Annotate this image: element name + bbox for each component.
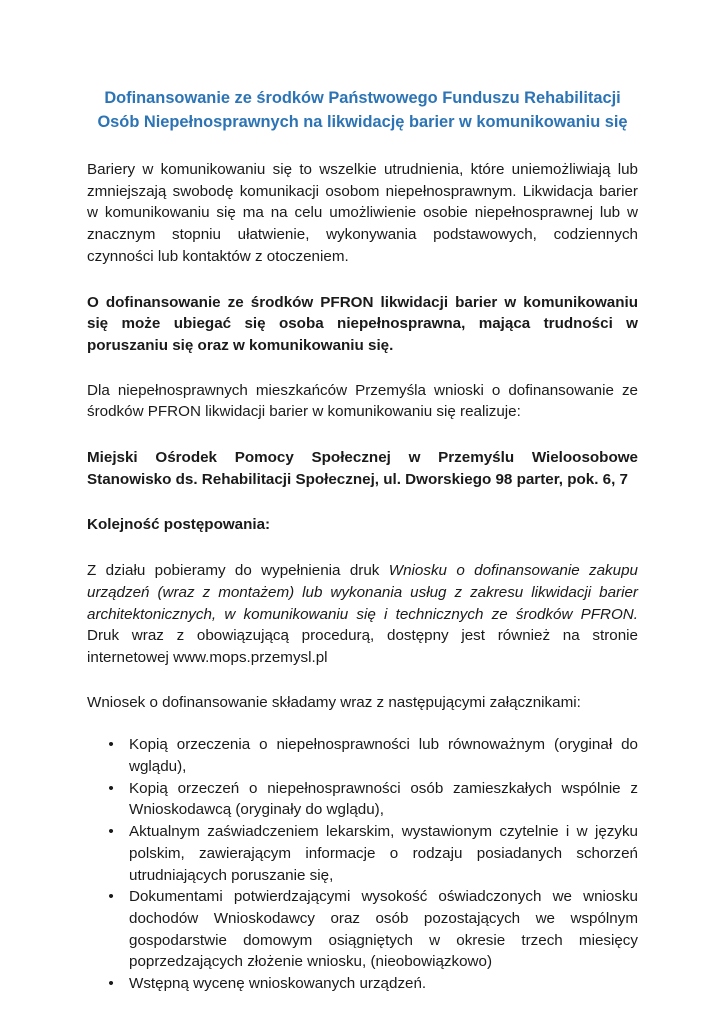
title-line-2: Osób Niepełnosprawnych na likwidację barier w komunikowaniu się	[97, 113, 628, 131]
bullet-icon: •	[108, 736, 114, 754]
application-form-title: Wniosku o dofinansowanie zakupu urządzeń (wraz z montażem) lub wykonania usług z zakresu likwidacji barier architektonicznych, w komunikowaniu się i technicznych ze środków PFRON.	[87, 562, 638, 623]
procedure-paragraph	[87, 560, 638, 669]
list-item	[87, 886, 638, 973]
list-item	[87, 821, 638, 886]
title-line-1: Dofinansowanie ze środków Państwowego Funduszu Rehabilitacji	[104, 89, 621, 107]
office-address-paragraph: Miejski Ośrodek Pomocy Społecznej w Przemyślu Wieloosobowe Stanowisko ds. Rehabilitacji Społecznej, ul. Dworskiego 98 parter, pok. 6, 7	[87, 449, 638, 488]
list-item	[87, 778, 638, 821]
bullet-icon: •	[108, 975, 114, 993]
list-item	[87, 734, 638, 777]
procedure-heading: Kolejność postępowania:	[87, 516, 271, 534]
bullet-icon: •	[108, 888, 114, 906]
list-item	[87, 973, 638, 995]
attachments-intro: Wniosek o dofinansowanie składamy wraz z następującymi załącznikami:	[87, 693, 581, 711]
list-item-text: Kopią orzeczenia o niepełnosprawności lub równoważnym (oryginał do wglądu),	[129, 736, 638, 776]
eligibility-paragraph: O dofinansowanie ze środków PFRON likwidacji barier w komunikowaniu się może ubiegać się osoba niepełnosprawna, mająca trudności w poruszaniu się oraz w komunikowaniu się.	[87, 293, 638, 354]
list-item-text: Kopią orzeczeń o niepełnosprawności osób zamieszkałych wspólnie z Wnioskodawcą (oryginały do wglądu),	[129, 779, 638, 819]
procedure-text-end: Druk wraz z obowiązującą procedurą, dostępny jest również na stronie internetowej www.mops.przemysl.pl	[87, 627, 638, 666]
list-item-text: Aktualnym zaświadczeniem lekarskim, wystawionym czytelnie i w języku polskim, zawierającym informacje o rodzaju posiadanych schorzeń utrudniających poruszanie się,	[129, 823, 638, 884]
document-title	[87, 86, 638, 134]
intro-paragraph: Bariery w komunikowaniu się to wszelkie utrudnienia, które uniemożliwiają lub zmniejszają swobodę komunikacji osobom niepełnosprawnym. Likwidacja barier w komunikowaniu się ma na celu umożliwienie osobie niepełnosprawnej lub w znacznym stopniu ułatwienie, wykonywania podstawowych, codziennych czynności lub kontaktów z otoczeniem.	[87, 161, 638, 265]
bullet-icon: •	[108, 823, 114, 841]
list-item-text: Dokumentami potwierdzającymi wysokość oświadczonych we wniosku dochodów Wnioskodawcy oraz osób pozostających we wspólnym gospodarstwie domowym osiągniętych w okresie trzech miesięcy poprzedzających złożenie wniosku, (nieobowiązkowo)	[129, 888, 638, 971]
bullet-icon: •	[108, 779, 114, 797]
realizer-intro-paragraph: Dla niepełnosprawnych mieszkańców Przemyśla wnioski o dofinansowanie ze środków PFRON likwidacji barier w komunikowaniu się realizuje:	[87, 381, 638, 421]
attachments-list	[87, 734, 638, 994]
list-item-text: Wstępną wycenę wnioskowanych urządzeń.	[129, 975, 427, 993]
document-page	[87, 86, 638, 995]
procedure-text-start: Z działu pobieramy do wypełnienia druk	[87, 562, 389, 580]
